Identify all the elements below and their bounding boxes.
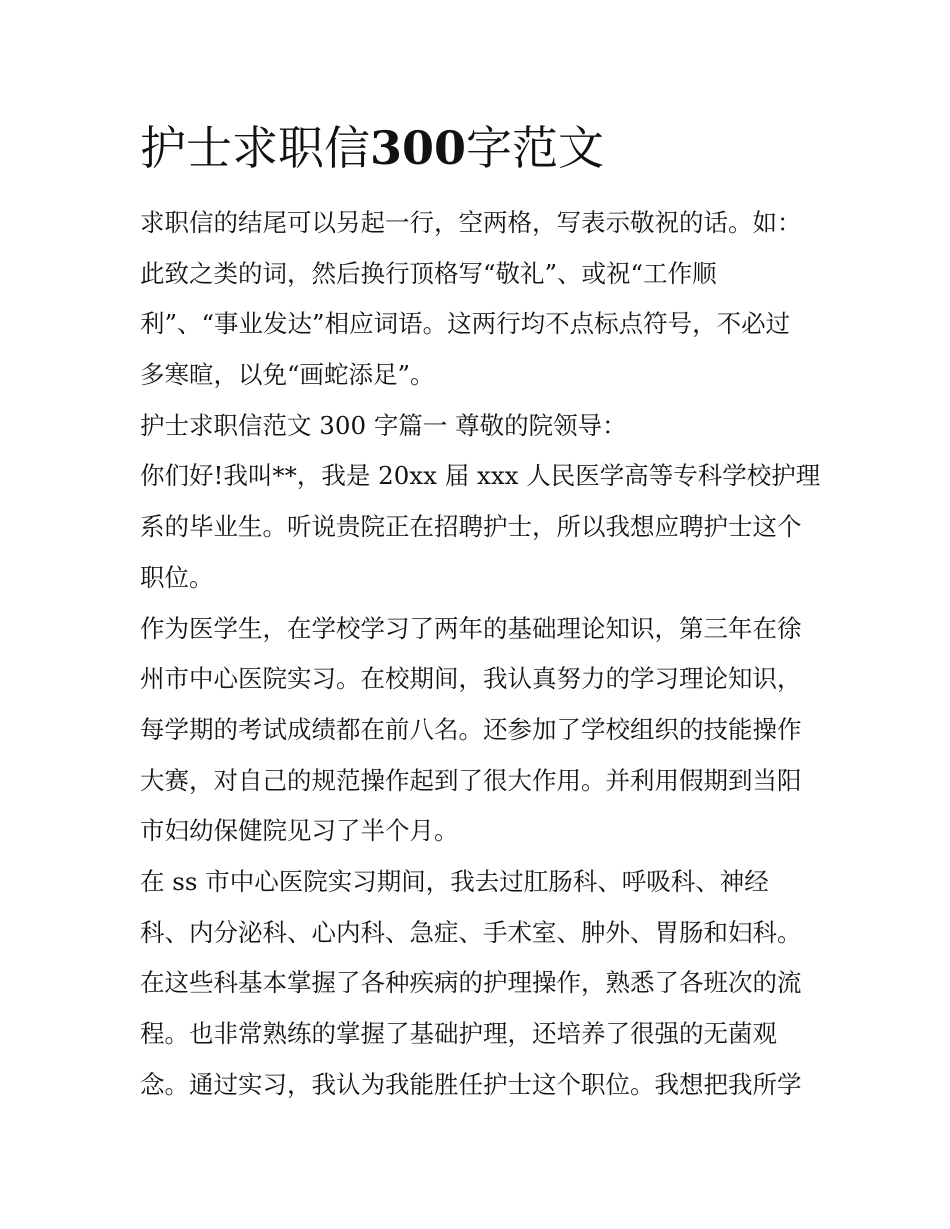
body-line: 每学期的考试成绩都在前八名。还参加了学校组织的技能操作 — [140, 714, 802, 744]
body-line: 此致之类的词，然后换行顶格写“敬礼”、或祝“工作顺 — [140, 258, 717, 288]
body-line: 在这些科基本掌握了各种疾病的护理操作，熟悉了各班次的流 — [140, 968, 802, 998]
page-title — [140, 118, 840, 178]
body-line: 市妇幼保健院见习了半个月。 — [140, 816, 459, 846]
body-line: 在 ss 市中心医院实习期间，我去过肛肠科、呼吸科、神经 — [140, 866, 769, 896]
body-line: 你们好!我叫**，我是 20xx 届 xxx 人民医学高等专科学校护理 — [140, 461, 821, 491]
body-line: 职位。 — [140, 562, 214, 592]
body-line: 大赛，对自己的规范操作起到了很大作用。并利用假期到当阳 — [140, 765, 802, 795]
body-line: 护士求职信范文 300 字篇一 尊敬的院领导： — [140, 410, 627, 440]
body-line: 求职信的结尾可以另起一行，空两格，写表示敬祝的话。如： — [140, 208, 802, 237]
body-line: 州市中心医院实习。在校期间，我认真努力的学习理论知识， — [140, 664, 802, 694]
body-line: 作为医学生，在学校学习了两年的基础理论知识，第三年在徐 — [140, 613, 802, 643]
body-line: 利”、“事业发达”相应词语。这两行均不点标点符号，不必过 — [140, 309, 791, 339]
title-number: 300 — [370, 121, 467, 175]
body-line: 念。通过实习，我认为我能胜任护士这个职位。我想把我所学 — [140, 1069, 802, 1099]
body-line: 科、内分泌科、心内科、急症、手术室、肿外、胃肠和妇科。 — [140, 917, 802, 947]
title-text-2: 字范文 — [466, 121, 605, 175]
title-text-1: 护士求职信 — [140, 121, 370, 175]
body-line: 多寒暄，以免“画蛇添足”。 — [140, 360, 435, 390]
document-body — [140, 204, 830, 1116]
body-line: 程。也非常熟练的掌握了基础护理，还培养了很强的无菌观 — [140, 1019, 777, 1048]
body-line: 系的毕业生。听说贵院正在招聘护士，所以我想应聘护士这个 — [140, 512, 802, 542]
